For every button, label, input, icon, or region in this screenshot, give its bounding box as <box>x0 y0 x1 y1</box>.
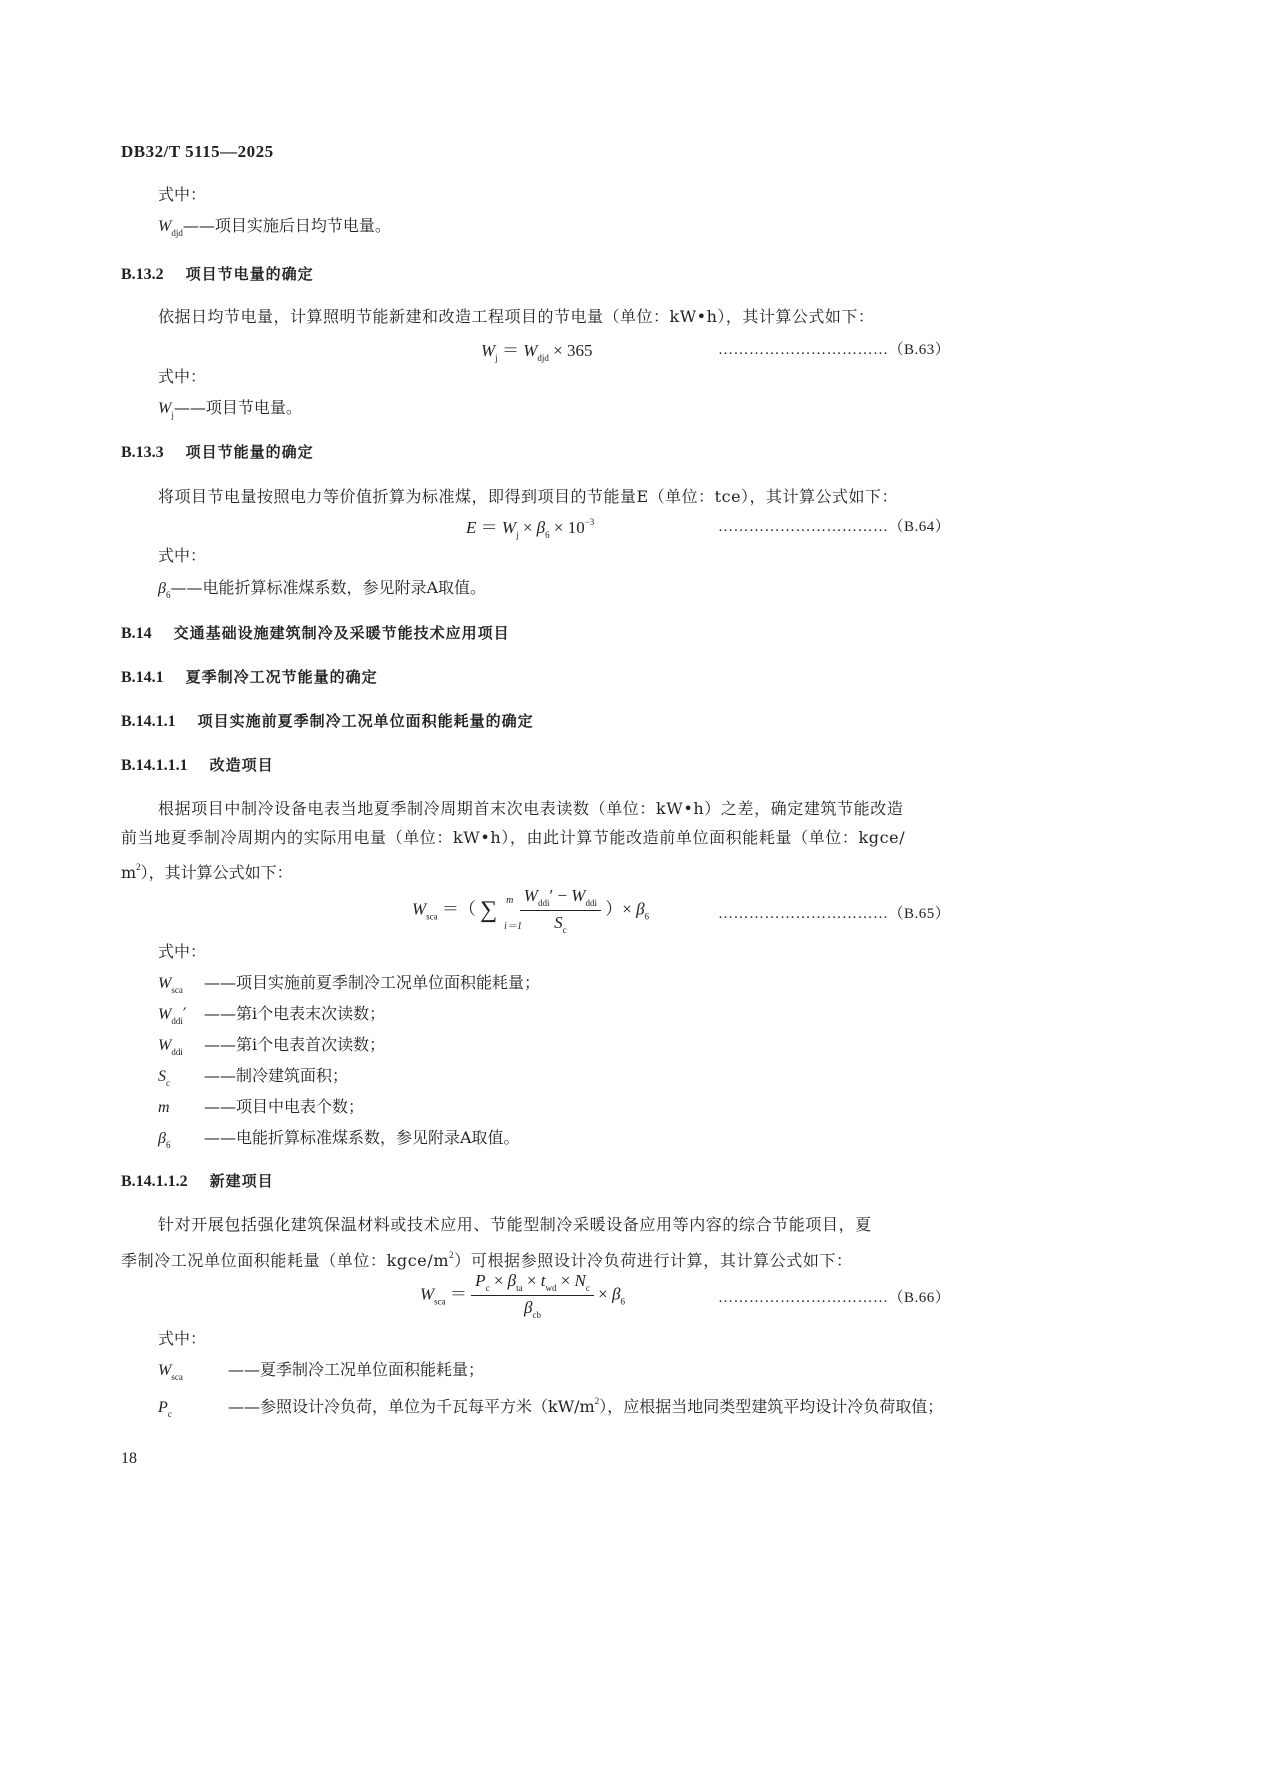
section-heading-b14-1-1-2 <box>121 1170 274 1191</box>
definition-text: ——项目实施后日均节电量。 <box>182 216 391 235</box>
formula-b65: $W_{sca}$ ＝（ ∑ m i＝1 $\frac{W_{ddi}' - W_{ddi}}{S_c}$ ）× $\beta_6$ <box>412 886 650 935</box>
paragraph-line-3: $m^2$），其计算公式如下： <box>121 862 293 882</box>
section-heading-b13-3 <box>121 441 314 462</box>
section-title: 交通基础设施建筑制冷及采暖节能技术应用项目 <box>173 624 510 642</box>
section-heading-b14-1-1 <box>121 710 534 731</box>
section-heading-b14-1-1-1 <box>121 754 274 775</box>
section-heading-b13-2 <box>121 263 314 284</box>
symbol-subscript: djd <box>171 228 183 238</box>
definition-row: m ——项目中电表个数； <box>158 1097 365 1116</box>
section-title: 项目节电量的确定 <box>185 265 314 283</box>
equation-number-b63: ……………………………（B.63） <box>718 342 951 358</box>
section-number: B.14.1.1.1 <box>121 757 188 774</box>
section-number: B.13.3 <box>121 444 164 461</box>
paragraph-line-2: 季制冷工况单位面积能耗量（单位：kgce/$m^2$）可根据参照设计冷负荷进行计算，其计算公式如下： <box>121 1250 853 1270</box>
standard-code: DB32/T 5115—2025 <box>121 142 274 161</box>
definition-row: $W_{sca}$ ——项目实施前夏季制冷工况单位面积能耗量； <box>158 973 541 995</box>
paragraph-line-1: 针对开展包括强化建筑保温材料或技术应用、节能型制冷采暖设备应用等内容的综合节能项目，夏 <box>158 1215 872 1234</box>
definition-row: $P_c$ ——参照设计冷负荷，单位为千瓦每平方米$(kW/m^2)$，应根据当地同类型建筑平均设计冷负荷取值； <box>158 1396 944 1419</box>
symbol: W <box>158 218 172 235</box>
definition-row: $\beta_6$ ——电能折算标准煤系数，参见附录A取值。 <box>158 1128 520 1150</box>
definition-row: $W_{ddi}$ ——第i个电表首次读数； <box>158 1035 386 1057</box>
paragraph: 依据日均节电量，计算照明节能新建和改造工程项目的节电量（单位：kW•h），其计算公式如下： <box>158 307 875 326</box>
where-label: 式中： <box>158 546 207 565</box>
equation-number-b65: ……………………………（B.65） <box>718 906 951 922</box>
section-number: B.14.1 <box>121 669 164 686</box>
section-number: B.14 <box>121 625 152 642</box>
definition-row: $W_{sca}$ ——夏季制冷工况单位面积能耗量； <box>158 1360 485 1382</box>
section-title: 项目节能量的确定 <box>185 443 314 461</box>
where-label: 式中： <box>158 185 207 204</box>
section-title: 改造项目 <box>209 756 274 774</box>
formula-b63: $W_j = W_{djd} \times 365$ <box>481 341 593 363</box>
equation-number-b64: ……………………………（B.64） <box>718 519 951 535</box>
where-label: 式中： <box>158 942 207 961</box>
equation-number-b66: ……………………………（B.66） <box>718 1290 951 1306</box>
paragraph-line-1: 根据项目中制冷设备电表当地夏季制冷周期首末次电表读数（单位：kW•h）之差，确定建筑节能改造 <box>158 799 904 818</box>
section-title: 夏季制冷工况节能量的确定 <box>185 668 378 686</box>
definition-wj: $W_j——$项目节电量。 <box>158 398 302 420</box>
where-label: 式中： <box>158 1329 207 1348</box>
formula-b66: $W_{sca}$ ＝ $\frac{P_c \times \beta_{ta} \times t_{wd} \times N_c}{\beta_{cb}}$ × $\beta_6$ <box>420 1271 625 1320</box>
definition-beta6: $\beta_6——$电能折算标准煤系数，参见附录A取值。 <box>158 578 487 600</box>
section-number: B.14.1.1.2 <box>121 1173 188 1190</box>
section-title: 项目实施前夏季制冷工况单位面积能耗量的确定 <box>197 712 534 730</box>
page-number: 18 <box>121 1450 137 1467</box>
definition-row: $S_c$ ——制冷建筑面积； <box>158 1066 349 1088</box>
section-number: B.13.2 <box>121 266 164 283</box>
definition-wdjd <box>158 214 391 245</box>
section-heading-b14-1 <box>121 666 378 687</box>
paragraph-line-2: 前当地夏季制冷周期内的实际用电量（单位：kW•h），由此计算节能改造前单位面积能耗量（单位：kgce/ <box>121 828 906 847</box>
section-title: 新建项目 <box>209 1172 274 1190</box>
formula-b64: $E = W_j \times \beta_6 \times 10^{-3}$ <box>466 517 595 540</box>
section-heading-b14 <box>121 622 510 643</box>
section-number: B.14.1.1 <box>121 713 176 730</box>
definition-row: $W_{ddi}'$ ——第i个电表末次读数； <box>158 1004 386 1026</box>
paragraph: 将项目节电量按照电力等价值折算为标准煤，即得到项目的节能量E（单位：tce），其计算公式如下： <box>158 487 899 506</box>
where-label: 式中： <box>158 367 207 386</box>
